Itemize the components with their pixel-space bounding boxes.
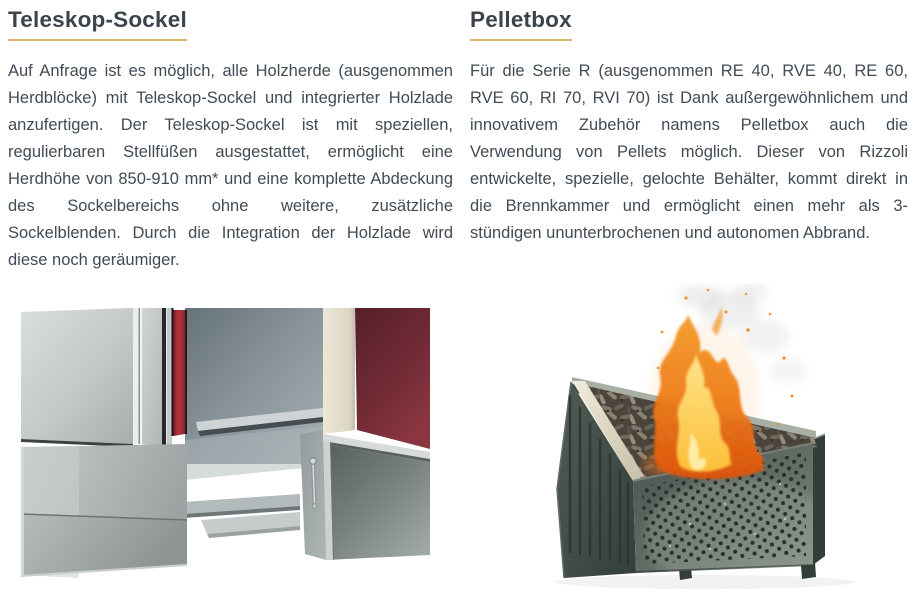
section-pelletbox [470, 6, 908, 594]
section-teleskop-sockel [8, 6, 453, 594]
heading-teleskop-sockel: Teleskop-Sockel [8, 6, 187, 41]
heading-pelletbox: Pelletbox [470, 6, 572, 41]
pelletbox-photo [540, 284, 900, 594]
teleskop-sockel-photo [21, 308, 431, 591]
pelletbox-illustration [540, 284, 900, 594]
paragraph-teleskop-sockel: Auf Anfrage ist es möglich, alle Holzherde (ausgenommen Herdblöcke) mit Teleskop-Sockel und integrierter Holzlade anzufertigen. Der Teleskop-Sockel ist mit speziellen, regulierbaren Stellfüßen ausgestattet, ermöglicht eine Herdhöhe von 850-910 mm* und eine komplette Abdeckung des Sockelbereichs ohne weitere, zusätzliche Sockelblenden. Durch die Integration der Holzlade wird diese noch geräumiger. [8, 62, 453, 269]
teleskop-sockel-illustration [21, 308, 431, 586]
paragraph-pelletbox: Für die Serie R (ausgenommen RE 40, RVE 40, RE 60, RVE 60, RI 70, RVI 70) ist Dank außergewöhnlichem und innovativem Zubehör namens Pelletbox auch die Verwendung von Pellets möglich. Dieser von Rizzoli entwickelte, spezielle, gelochte Behälter, kommt direkt in die Brennkammer und ermöglicht einen mehr als 3-stündigen ununterbrochenen und autonomen Abbrand. [470, 62, 908, 242]
